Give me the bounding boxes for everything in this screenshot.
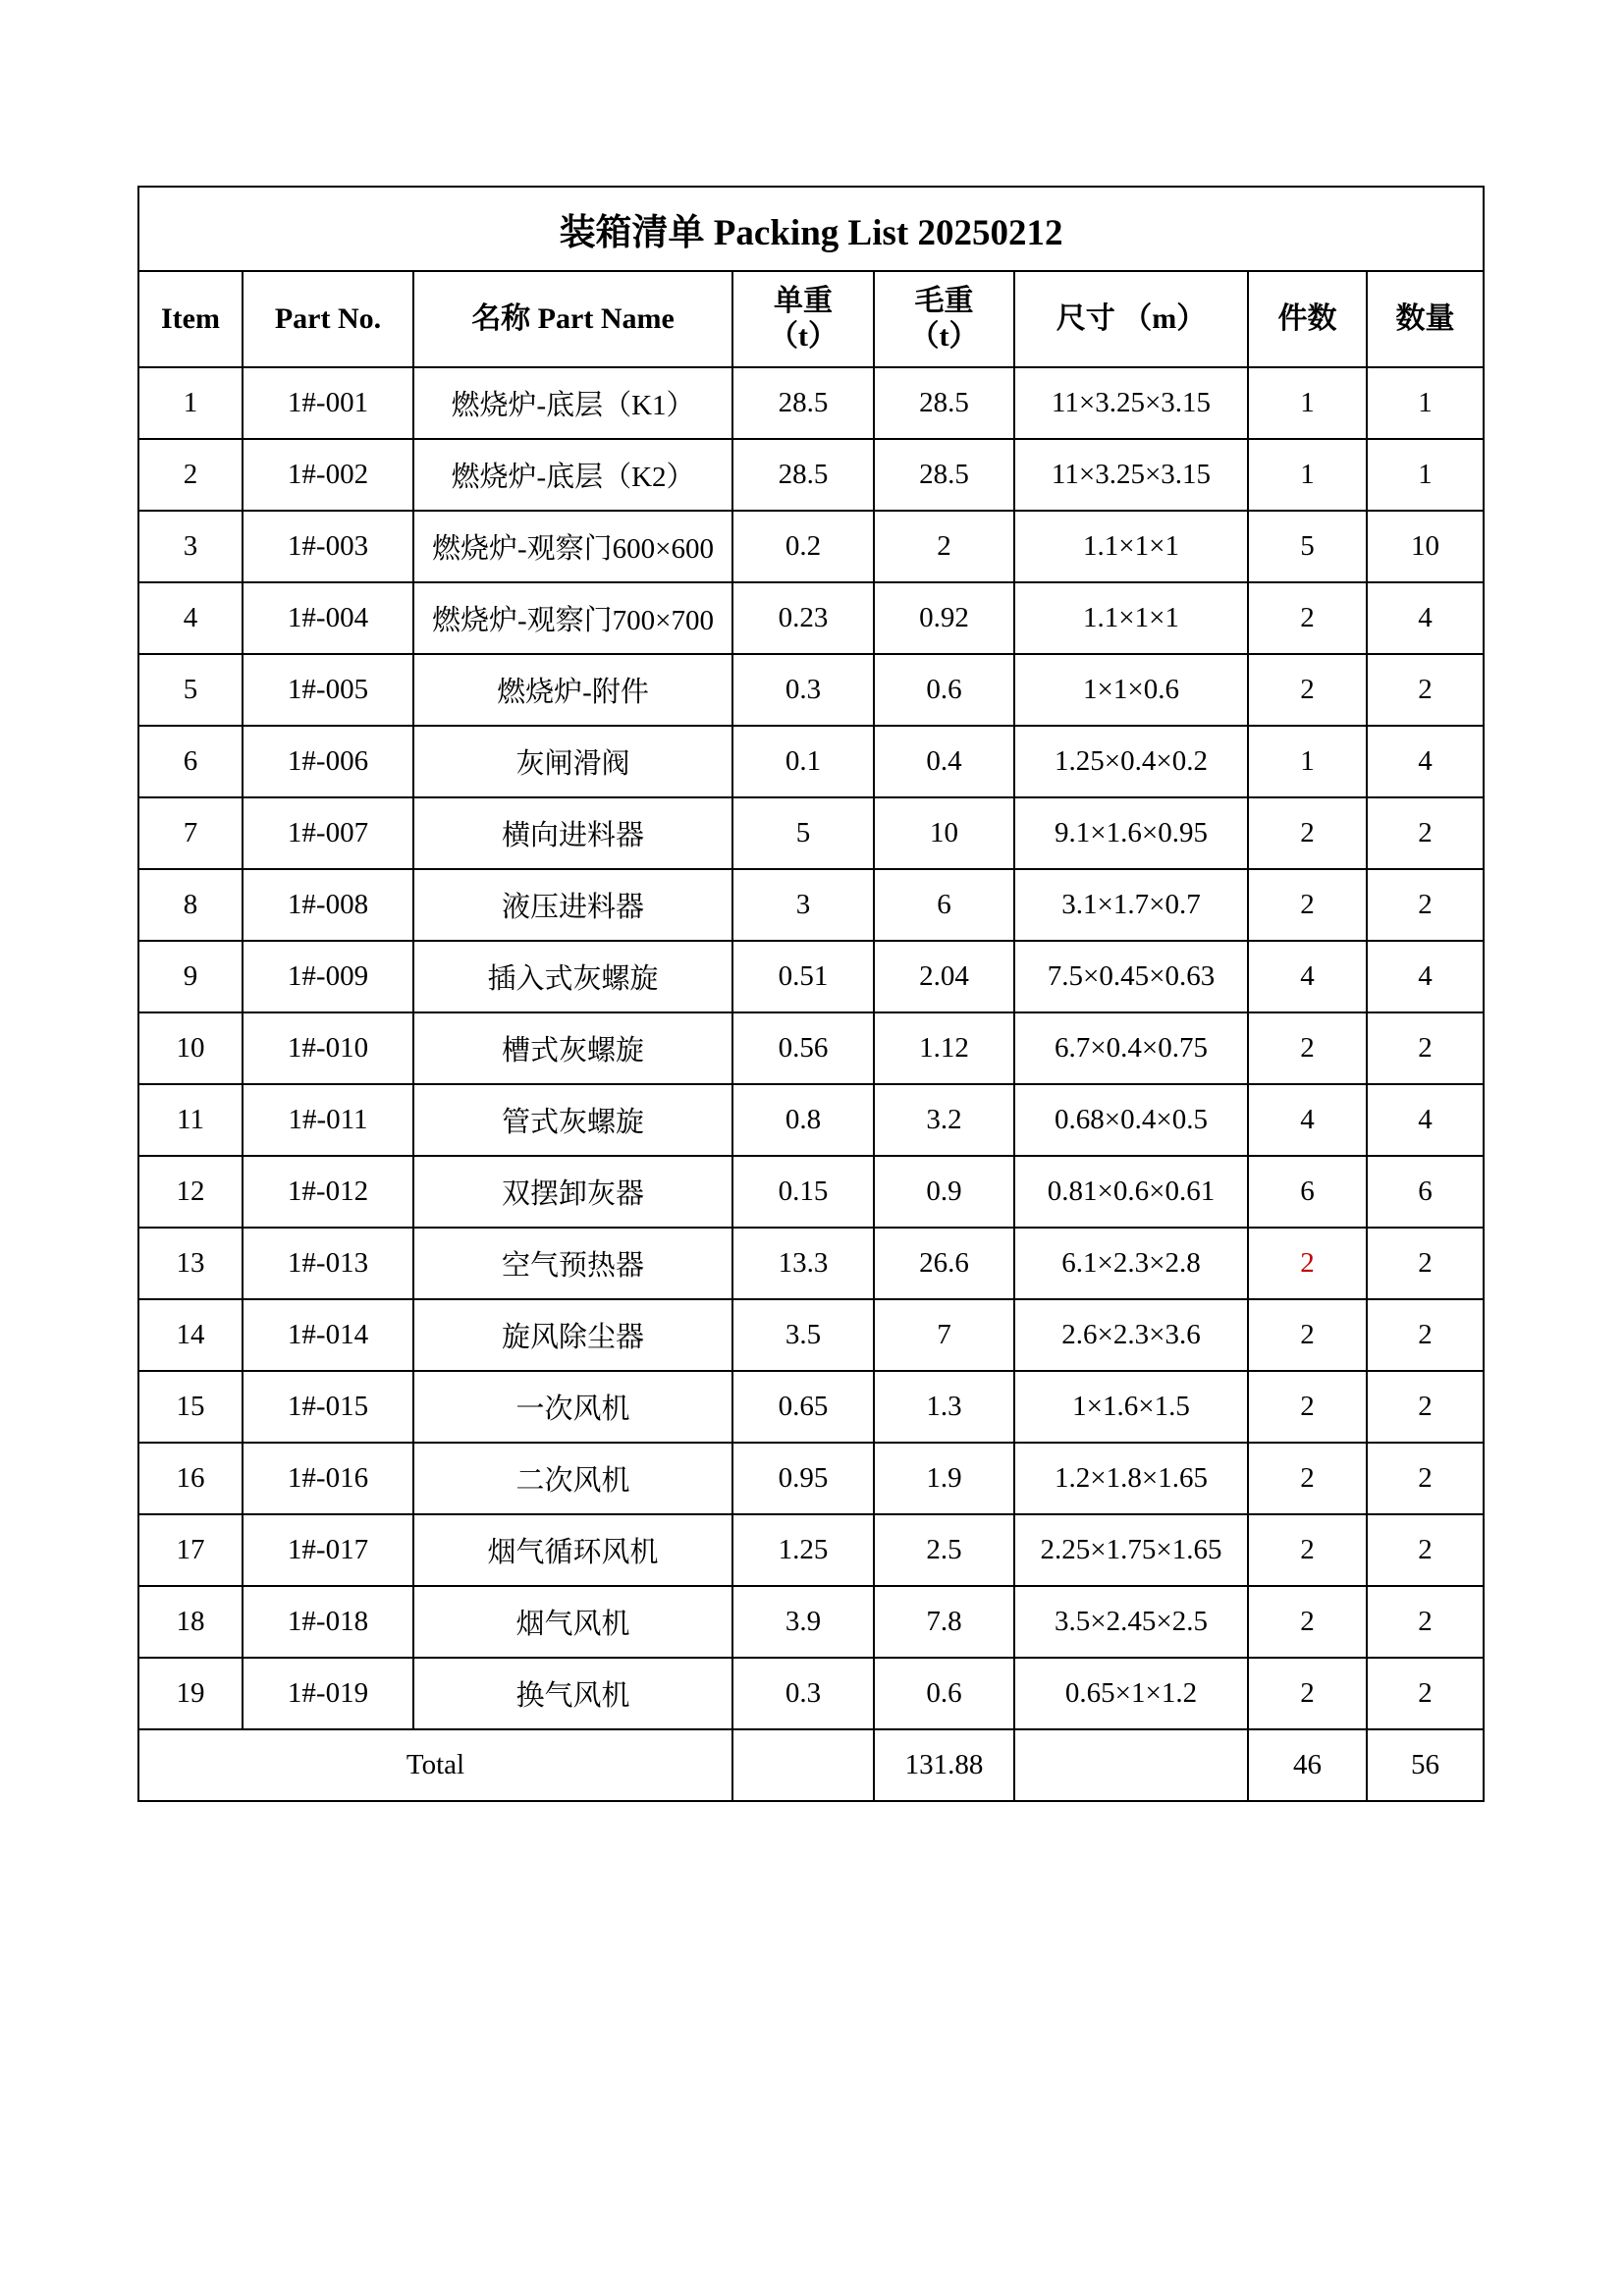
- cell-gross-weight: 26.6: [874, 1228, 1014, 1299]
- table-row: [138, 1084, 1484, 1156]
- cell-part-name: 一次风机: [413, 1371, 732, 1443]
- cell-size: 1.1×1×1: [1014, 582, 1248, 654]
- cell-unit-weight: 0.65: [732, 1371, 874, 1443]
- cell-size: 1×1×0.6: [1014, 654, 1248, 726]
- cell-gross-weight: 7.8: [874, 1586, 1014, 1658]
- table-row: [138, 1514, 1484, 1586]
- cell-gross-weight: 1.3: [874, 1371, 1014, 1443]
- table-row: [138, 511, 1484, 582]
- header-unit-weight-label: 单重: [774, 285, 833, 317]
- cell-part-name: 双摆卸灰器: [413, 1156, 732, 1228]
- cell-gross-weight: 10: [874, 797, 1014, 869]
- cell-item: 14: [138, 1299, 243, 1371]
- cell-item: 9: [138, 941, 243, 1012]
- cell-part-name: 换气风机: [413, 1658, 732, 1729]
- cell-gross-weight: 2.5: [874, 1514, 1014, 1586]
- header-pieces: 件数: [1248, 271, 1367, 367]
- cell-part-no: 1#-001: [243, 367, 413, 439]
- total-pieces: 46: [1248, 1729, 1367, 1801]
- table-row: [138, 367, 1484, 439]
- total-label: Total: [138, 1729, 732, 1801]
- cell-gross-weight: 2: [874, 511, 1014, 582]
- cell-pieces: 2: [1248, 654, 1367, 726]
- cell-part-no: 1#-014: [243, 1299, 413, 1371]
- cell-unit-weight: 28.5: [732, 439, 874, 511]
- cell-quantity: 2: [1367, 1228, 1484, 1299]
- cell-size: 2.6×2.3×3.6: [1014, 1299, 1248, 1371]
- cell-size: 3.1×1.7×0.7: [1014, 869, 1248, 941]
- table-row: [138, 1371, 1484, 1443]
- cell-unit-weight: 0.1: [732, 726, 874, 797]
- cell-item: 8: [138, 869, 243, 941]
- cell-item: 2: [138, 439, 243, 511]
- total-size: [1014, 1729, 1248, 1801]
- header-part-no: Part No.: [243, 271, 413, 367]
- cell-gross-weight: 0.92: [874, 582, 1014, 654]
- cell-unit-weight: 0.95: [732, 1443, 874, 1514]
- cell-part-no: 1#-012: [243, 1156, 413, 1228]
- cell-pieces: 2: [1248, 1443, 1367, 1514]
- table-row: [138, 582, 1484, 654]
- cell-quantity: 4: [1367, 1084, 1484, 1156]
- packing-list-table: [137, 186, 1485, 1802]
- cell-unit-weight: 13.3: [732, 1228, 874, 1299]
- cell-size: 1.25×0.4×0.2: [1014, 726, 1248, 797]
- cell-quantity: 2: [1367, 1012, 1484, 1084]
- total-row: [138, 1729, 1484, 1801]
- cell-size: 6.7×0.4×0.75: [1014, 1012, 1248, 1084]
- cell-unit-weight: 0.8: [732, 1084, 874, 1156]
- cell-gross-weight: 7: [874, 1299, 1014, 1371]
- cell-unit-weight: 0.3: [732, 1658, 874, 1729]
- cell-unit-weight: 3.9: [732, 1586, 874, 1658]
- header-unit-weight-unit: （t）: [769, 320, 838, 353]
- cell-unit-weight: 5: [732, 797, 874, 869]
- cell-gross-weight: 1.12: [874, 1012, 1014, 1084]
- cell-pieces: 4: [1248, 941, 1367, 1012]
- cell-pieces: 2: [1248, 582, 1367, 654]
- cell-part-no: 1#-003: [243, 511, 413, 582]
- cell-item: 4: [138, 582, 243, 654]
- cell-part-name: 烟气风机: [413, 1586, 732, 1658]
- table-row: [138, 1586, 1484, 1658]
- cell-item: 12: [138, 1156, 243, 1228]
- cell-part-name: 灰闸滑阀: [413, 726, 732, 797]
- cell-size: 0.81×0.6×0.61: [1014, 1156, 1248, 1228]
- cell-pieces: 2: [1248, 1012, 1367, 1084]
- cell-size: 11×3.25×3.15: [1014, 439, 1248, 511]
- cell-pieces: 4: [1248, 1084, 1367, 1156]
- cell-part-name: 燃烧炉-附件: [413, 654, 732, 726]
- cell-part-name: 燃烧炉-观察门700×700: [413, 582, 732, 654]
- cell-size: 6.1×2.3×2.8: [1014, 1228, 1248, 1299]
- cell-part-name: 燃烧炉-底层（K2）: [413, 439, 732, 511]
- table-row: [138, 869, 1484, 941]
- cell-pieces: 2: [1248, 1228, 1367, 1299]
- cell-size: 2.25×1.75×1.65: [1014, 1514, 1248, 1586]
- cell-unit-weight: 1.25: [732, 1514, 874, 1586]
- cell-part-no: 1#-010: [243, 1012, 413, 1084]
- cell-part-name: 槽式灰螺旋: [413, 1012, 732, 1084]
- cell-unit-weight: 0.56: [732, 1012, 874, 1084]
- cell-part-no: 1#-017: [243, 1514, 413, 1586]
- cell-part-no: 1#-006: [243, 726, 413, 797]
- cell-unit-weight: 28.5: [732, 367, 874, 439]
- cell-size: 1.2×1.8×1.65: [1014, 1443, 1248, 1514]
- cell-pieces: 2: [1248, 1299, 1367, 1371]
- header-part-name: 名称 Part Name: [413, 271, 732, 367]
- cell-unit-weight: 3: [732, 869, 874, 941]
- cell-item: 5: [138, 654, 243, 726]
- cell-item: 3: [138, 511, 243, 582]
- header-gross-weight-label: 毛重: [914, 285, 974, 317]
- cell-part-no: 1#-015: [243, 1371, 413, 1443]
- cell-item: 6: [138, 726, 243, 797]
- cell-part-no: 1#-013: [243, 1228, 413, 1299]
- table-body: [138, 367, 1484, 1729]
- cell-quantity: 10: [1367, 511, 1484, 582]
- cell-item: 10: [138, 1012, 243, 1084]
- cell-part-no: 1#-008: [243, 869, 413, 941]
- cell-pieces: 2: [1248, 797, 1367, 869]
- table-row: [138, 1299, 1484, 1371]
- cell-gross-weight: 0.6: [874, 654, 1014, 726]
- cell-quantity: 2: [1367, 797, 1484, 869]
- cell-part-name: 旋风除尘器: [413, 1299, 732, 1371]
- cell-quantity: 2: [1367, 1371, 1484, 1443]
- total-gross-weight: 131.88: [874, 1729, 1014, 1801]
- cell-size: 1×1.6×1.5: [1014, 1371, 1248, 1443]
- cell-quantity: 4: [1367, 582, 1484, 654]
- cell-part-name: 管式灰螺旋: [413, 1084, 732, 1156]
- cell-part-no: 1#-007: [243, 797, 413, 869]
- cell-pieces: 2: [1248, 1586, 1367, 1658]
- cell-gross-weight: 1.9: [874, 1443, 1014, 1514]
- cell-part-no: 1#-011: [243, 1084, 413, 1156]
- cell-quantity: 2: [1367, 1586, 1484, 1658]
- cell-pieces: 1: [1248, 439, 1367, 511]
- cell-item: 17: [138, 1514, 243, 1586]
- cell-unit-weight: 3.5: [732, 1299, 874, 1371]
- cell-part-no: 1#-016: [243, 1443, 413, 1514]
- cell-quantity: 4: [1367, 941, 1484, 1012]
- cell-pieces: 2: [1248, 869, 1367, 941]
- table-row: [138, 654, 1484, 726]
- cell-size: 7.5×0.45×0.63: [1014, 941, 1248, 1012]
- header-gross-weight-unit: （t）: [909, 320, 979, 353]
- cell-gross-weight: 6: [874, 869, 1014, 941]
- total-quantity: 56: [1367, 1729, 1484, 1801]
- cell-part-name: 空气预热器: [413, 1228, 732, 1299]
- cell-part-name: 液压进料器: [413, 869, 732, 941]
- cell-size: 0.68×0.4×0.5: [1014, 1084, 1248, 1156]
- table-row: [138, 1156, 1484, 1228]
- cell-size: 0.65×1×1.2: [1014, 1658, 1248, 1729]
- cell-gross-weight: 3.2: [874, 1084, 1014, 1156]
- cell-part-no: 1#-004: [243, 582, 413, 654]
- cell-part-no: 1#-018: [243, 1586, 413, 1658]
- cell-part-no: 1#-009: [243, 941, 413, 1012]
- table-row: [138, 1228, 1484, 1299]
- cell-quantity: 6: [1367, 1156, 1484, 1228]
- table-row: [138, 941, 1484, 1012]
- cell-unit-weight: 0.3: [732, 654, 874, 726]
- cell-quantity: 4: [1367, 726, 1484, 797]
- table-row: [138, 439, 1484, 511]
- cell-quantity: 1: [1367, 367, 1484, 439]
- cell-part-name: 插入式灰螺旋: [413, 941, 732, 1012]
- cell-item: 15: [138, 1371, 243, 1443]
- header-row: [138, 271, 1484, 367]
- cell-size: 1.1×1×1: [1014, 511, 1248, 582]
- cell-size: 11×3.25×3.15: [1014, 367, 1248, 439]
- cell-part-no: 1#-005: [243, 654, 413, 726]
- cell-pieces: 2: [1248, 1658, 1367, 1729]
- header-unit-weight: [732, 271, 874, 367]
- cell-pieces: 6: [1248, 1156, 1367, 1228]
- cell-gross-weight: 2.04: [874, 941, 1014, 1012]
- table-row: [138, 1443, 1484, 1514]
- cell-part-no: 1#-019: [243, 1658, 413, 1729]
- cell-size: 3.5×2.45×2.5: [1014, 1586, 1248, 1658]
- cell-gross-weight: 0.4: [874, 726, 1014, 797]
- cell-item: 19: [138, 1658, 243, 1729]
- cell-unit-weight: 0.51: [732, 941, 874, 1012]
- cell-unit-weight: 0.23: [732, 582, 874, 654]
- cell-pieces: 1: [1248, 367, 1367, 439]
- cell-gross-weight: 28.5: [874, 439, 1014, 511]
- cell-quantity: 2: [1367, 654, 1484, 726]
- cell-unit-weight: 0.15: [732, 1156, 874, 1228]
- cell-part-name: 横向进料器: [413, 797, 732, 869]
- cell-quantity: 1: [1367, 439, 1484, 511]
- cell-quantity: 2: [1367, 1443, 1484, 1514]
- cell-pieces: 2: [1248, 1514, 1367, 1586]
- cell-part-name: 燃烧炉-底层（K1）: [413, 367, 732, 439]
- cell-gross-weight: 0.6: [874, 1658, 1014, 1729]
- cell-quantity: 2: [1367, 1658, 1484, 1729]
- cell-item: 18: [138, 1586, 243, 1658]
- total-unit-weight: [732, 1729, 874, 1801]
- page-title: 装箱清单 Packing List 20250212: [138, 187, 1484, 271]
- cell-gross-weight: 28.5: [874, 367, 1014, 439]
- cell-unit-weight: 0.2: [732, 511, 874, 582]
- table-row: [138, 797, 1484, 869]
- cell-part-name: 二次风机: [413, 1443, 732, 1514]
- cell-pieces: 2: [1248, 1371, 1367, 1443]
- table-row: [138, 1012, 1484, 1084]
- cell-part-name: 燃烧炉-观察门600×600: [413, 511, 732, 582]
- cell-gross-weight: 0.9: [874, 1156, 1014, 1228]
- header-gross-weight: [874, 271, 1014, 367]
- cell-item: 1: [138, 367, 243, 439]
- header-item: Item: [138, 271, 243, 367]
- cell-part-no: 1#-002: [243, 439, 413, 511]
- header-quantity: 数量: [1367, 271, 1484, 367]
- cell-part-name: 烟气循环风机: [413, 1514, 732, 1586]
- cell-size: 9.1×1.6×0.95: [1014, 797, 1248, 869]
- cell-quantity: 2: [1367, 1299, 1484, 1371]
- header-size: 尺寸 （m）: [1014, 271, 1248, 367]
- cell-quantity: 2: [1367, 1514, 1484, 1586]
- cell-item: 16: [138, 1443, 243, 1514]
- cell-pieces: 1: [1248, 726, 1367, 797]
- cell-item: 7: [138, 797, 243, 869]
- table-row: [138, 726, 1484, 797]
- cell-quantity: 2: [1367, 869, 1484, 941]
- cell-item: 13: [138, 1228, 243, 1299]
- table-row: [138, 1658, 1484, 1729]
- cell-item: 11: [138, 1084, 243, 1156]
- cell-pieces: 5: [1248, 511, 1367, 582]
